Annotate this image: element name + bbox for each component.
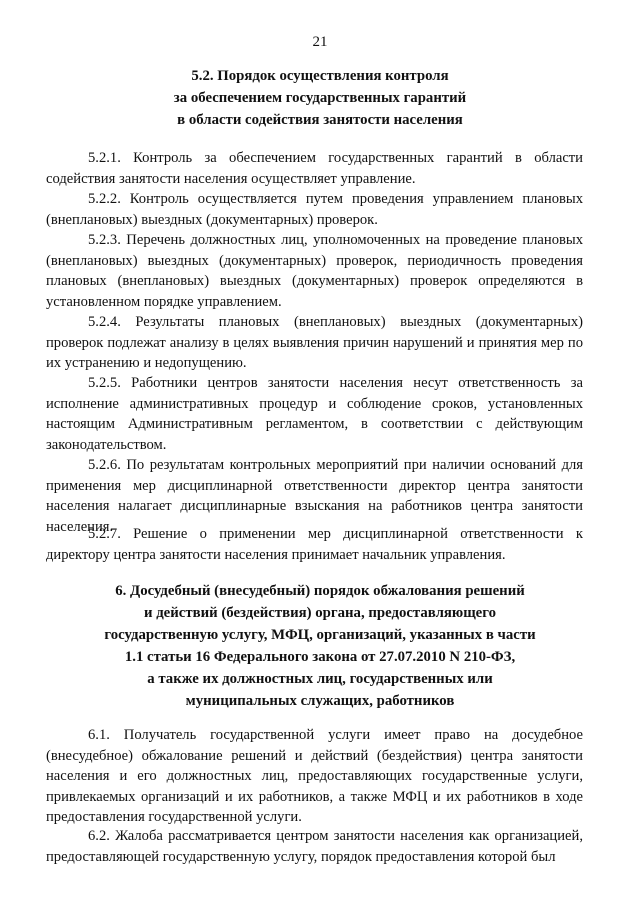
heading-line: 5.2. Порядок осуществления контроля [191,68,449,84]
heading-line: 6. Досудебный (внесудебный) порядок обжалования решений [115,583,525,599]
page-number: 21 [312,34,328,50]
heading-line: муниципальных служащих, работников [185,693,455,709]
paragraph-6-2: 6.2. Жалоба рассматривается центром занятости населения как организацией, предоставляющей государственную услугу, порядок предоставления которой был [46,828,583,865]
section-5-2-heading [40,65,600,131]
paragraph-5-2-2: 5.2.2. Контроль осуществляется путем проведения управлением плановых (внеплановых) выездных (документарных) проверок. [46,191,583,228]
paragraph-5-2-6: 5.2.6. По результатам контрольных мероприятий при наличии оснований для применения мер дисциплинарной ответственности директор центра занятости населения налагает дисциплинарные взыскания на работников центра занятости населения. [46,457,583,535]
heading-line: и действий (бездействия) органа, предоставляющего [143,605,497,621]
heading-line: государственную услугу, МФЦ, организаций, указанных в части [104,627,536,643]
paragraph-5-2-1: 5.2.1. Контроль за обеспечением государственных гарантий в области содействия занятости населения осуществляет управление. [46,150,583,187]
heading-line: 1.1 статьи 16 Федерального закона от 27.07.2010 N 210-ФЗ, [124,649,516,665]
paragraph-5-2-7: 5.2.7. Решение о применении мер дисциплинарной ответственности к директору центра занятости населения принимает начальник управления. [46,526,583,563]
heading-line: а также их должностных лиц, государственных или [147,671,493,687]
paragraph-5-2-5: 5.2.5. Работники центров занятости населения несут ответственность за исполнение административных процедур и соблюдение сроков, установленных настоящим Административным регламентом, в соответствии с действующим законодательством. [46,375,583,453]
paragraph-5-2-4: 5.2.4. Результаты плановых (внеплановых) выездных (документарных) проверок подлежат анализу в целях выявления причин нарушений и принятия мер по их устранению и недопущению. [46,314,583,371]
paragraph-5-2-3: 5.2.3. Перечень должностных лиц, уполномоченных на проведение плановых (внеплановых) выездных (документарных) проверок, периодичность проведения плановых (внеплановых) выездных (документарных) проверок определяются в установленном порядке управлением. [46,232,583,310]
paragraph-6-1: 6.1. Получатель государственной услуги имеет право на досудебное (внесудебное) обжалование решений и действий (бездействия) центра занятости населения и его должностных лиц, предоставляющих государственные услуги, привлекаемых организаций и их работников, а также МФЦ и их работников в ходе предоставления государственной услуги. [46,727,583,825]
section-6-heading [40,580,600,712]
heading-line: за обеспечением государственных гарантий [173,90,467,106]
heading-line: в области содействия занятости населения [177,112,463,128]
